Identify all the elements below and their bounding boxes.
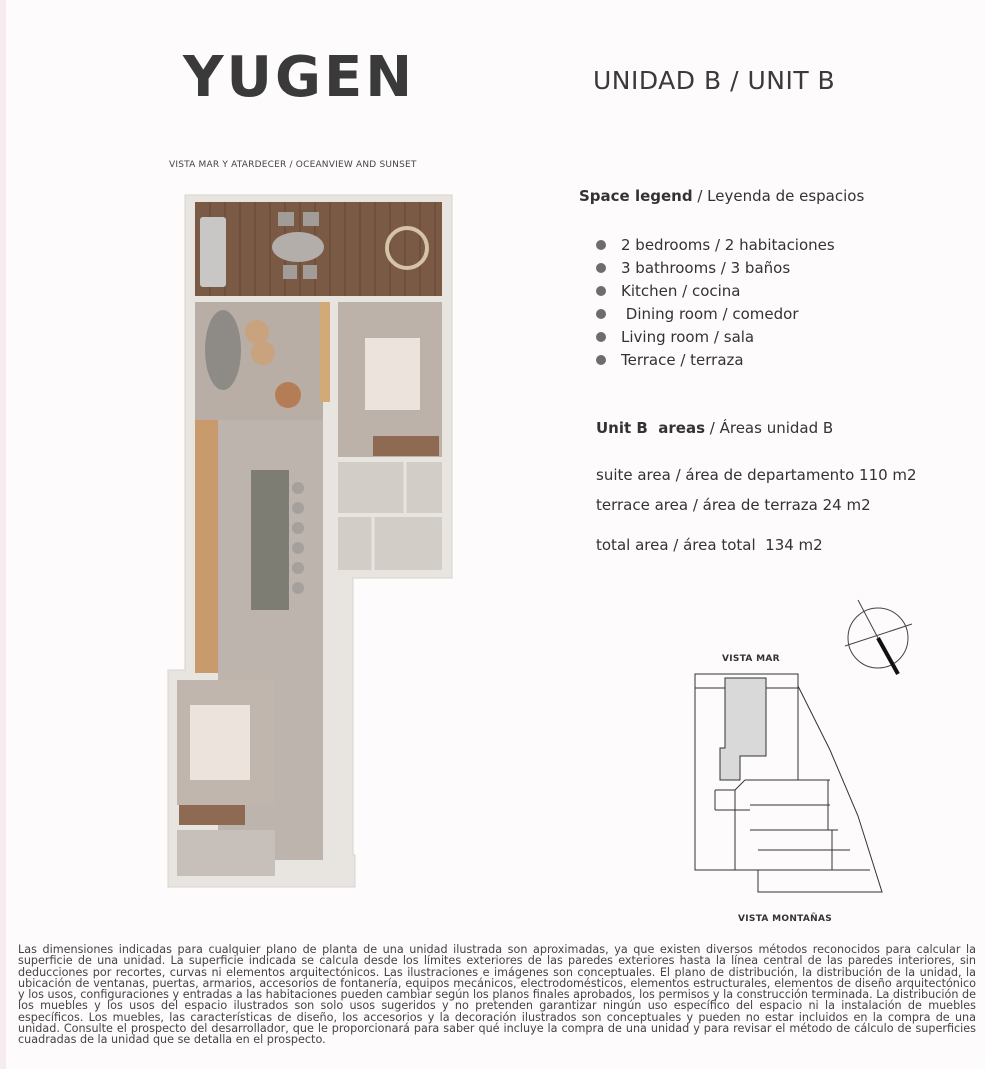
bedroom-1-bed bbox=[365, 338, 420, 410]
legend-item: Terrace / terraza bbox=[596, 348, 835, 371]
kitchen-island bbox=[251, 470, 289, 610]
page-edge-stripe bbox=[0, 0, 6, 1069]
legend-list bbox=[596, 233, 835, 371]
legend-item: Living room / sala bbox=[596, 325, 835, 348]
terrace-area: terrace area / área de terraza 24 m2 bbox=[596, 496, 871, 514]
bedroom-2-bed bbox=[190, 705, 250, 780]
terrace-lounger bbox=[200, 217, 226, 287]
bedroom-2-wardrobe bbox=[179, 805, 245, 825]
bullet-icon bbox=[596, 309, 606, 319]
terrace-chair bbox=[303, 212, 319, 226]
bullet-icon bbox=[596, 355, 606, 365]
wood-wall-panel bbox=[195, 420, 218, 673]
legend-item: 2 bedrooms / 2 habitaciones bbox=[596, 233, 835, 256]
terrace-chair bbox=[283, 265, 297, 279]
bullet-icon bbox=[596, 240, 606, 250]
terrace-table bbox=[272, 232, 324, 262]
terrace-chair bbox=[278, 212, 294, 226]
total-area: total area / área total 134 m2 bbox=[596, 536, 823, 554]
suite-area: suite area / área de departamento 110 m2 bbox=[596, 466, 917, 484]
unit-b-highlight bbox=[720, 678, 766, 780]
site-label-bottom: VISTA MONTAÑAS bbox=[738, 914, 833, 924]
view-caption-top: VISTA MAR Y ATARDECER / OCEANVIEW AND SUNSET bbox=[169, 160, 417, 170]
bullet-icon bbox=[596, 286, 606, 296]
living-pouf bbox=[245, 320, 269, 344]
floor-plan bbox=[165, 190, 460, 890]
brand-logo-text: YUGEN bbox=[183, 45, 416, 110]
legend-title: Space legend / Leyenda de espacios bbox=[579, 187, 865, 205]
bedroom-1-wardrobe bbox=[373, 436, 439, 456]
unit-title: UNIDAD B / UNIT B bbox=[593, 66, 836, 95]
living-sofa bbox=[205, 310, 241, 390]
bullet-icon bbox=[596, 332, 606, 342]
areas-title: Unit B areas / Áreas unidad B bbox=[596, 419, 834, 437]
legal-disclaimer: Las dimensiones indicadas para cualquier plano de planta de una unidad ilustrada son aproximadas, ya que existen diversos métodos reconocidos para calcular la superficie de una unidad. La superficie indicada se calcula desde los límites exteriores de las paredes exteriores hasta la línea central de las paredes interiores, sin deducciones por recortes, curvas ni elementos arquitectónicos. Las ilustraciones e imágenes son conceptuales. El plano de distribución, la distribución de la unidad, la ubicación de ventanas, puertas, armarios, accesorios de fontanería, equipos mecánicos, electrodomésticos, elementos estructurales, elementos de diseño arquitectónico y los usos, configuraciones y entradas a las habitaciones pueden cambiar según los planos finales aprobados, los permisos y la construcción terminada. La distribución de los muebles y los usos del espacio ilustrados son solo usos sugeridos y no pretenden garantizar ningún uso específico del espacio ni la instalación de muebles específicos. Los muebles, las características de diseño, los accesorios y la decoración ilustrados son conceptuales y pueden no estar incluidos en la compra de una unidad. Consulte el prospecto del desarrollador, que le proporcionará para saber qué incluye la compra de una unidad y para revisar el método de cálculo de superficies cuadradas de la unidad que se detalla en el prospecto. bbox=[18, 943, 976, 1047]
terrace-chair bbox=[303, 265, 317, 279]
site-label-top: VISTA MAR bbox=[722, 654, 780, 664]
legend-item: Kitchen / cocina bbox=[596, 279, 835, 302]
bathroom-2-floor bbox=[177, 830, 275, 876]
legend-item: 3 bathrooms / 3 baños bbox=[596, 256, 835, 279]
bullet-icon bbox=[596, 263, 606, 273]
kitchen-counter bbox=[320, 302, 330, 402]
compass-icon bbox=[840, 598, 920, 678]
site-key-plan bbox=[690, 670, 890, 900]
living-pouf bbox=[251, 341, 275, 365]
legend-item: Dining room / comedor bbox=[596, 302, 835, 325]
living-side-table bbox=[275, 382, 301, 408]
